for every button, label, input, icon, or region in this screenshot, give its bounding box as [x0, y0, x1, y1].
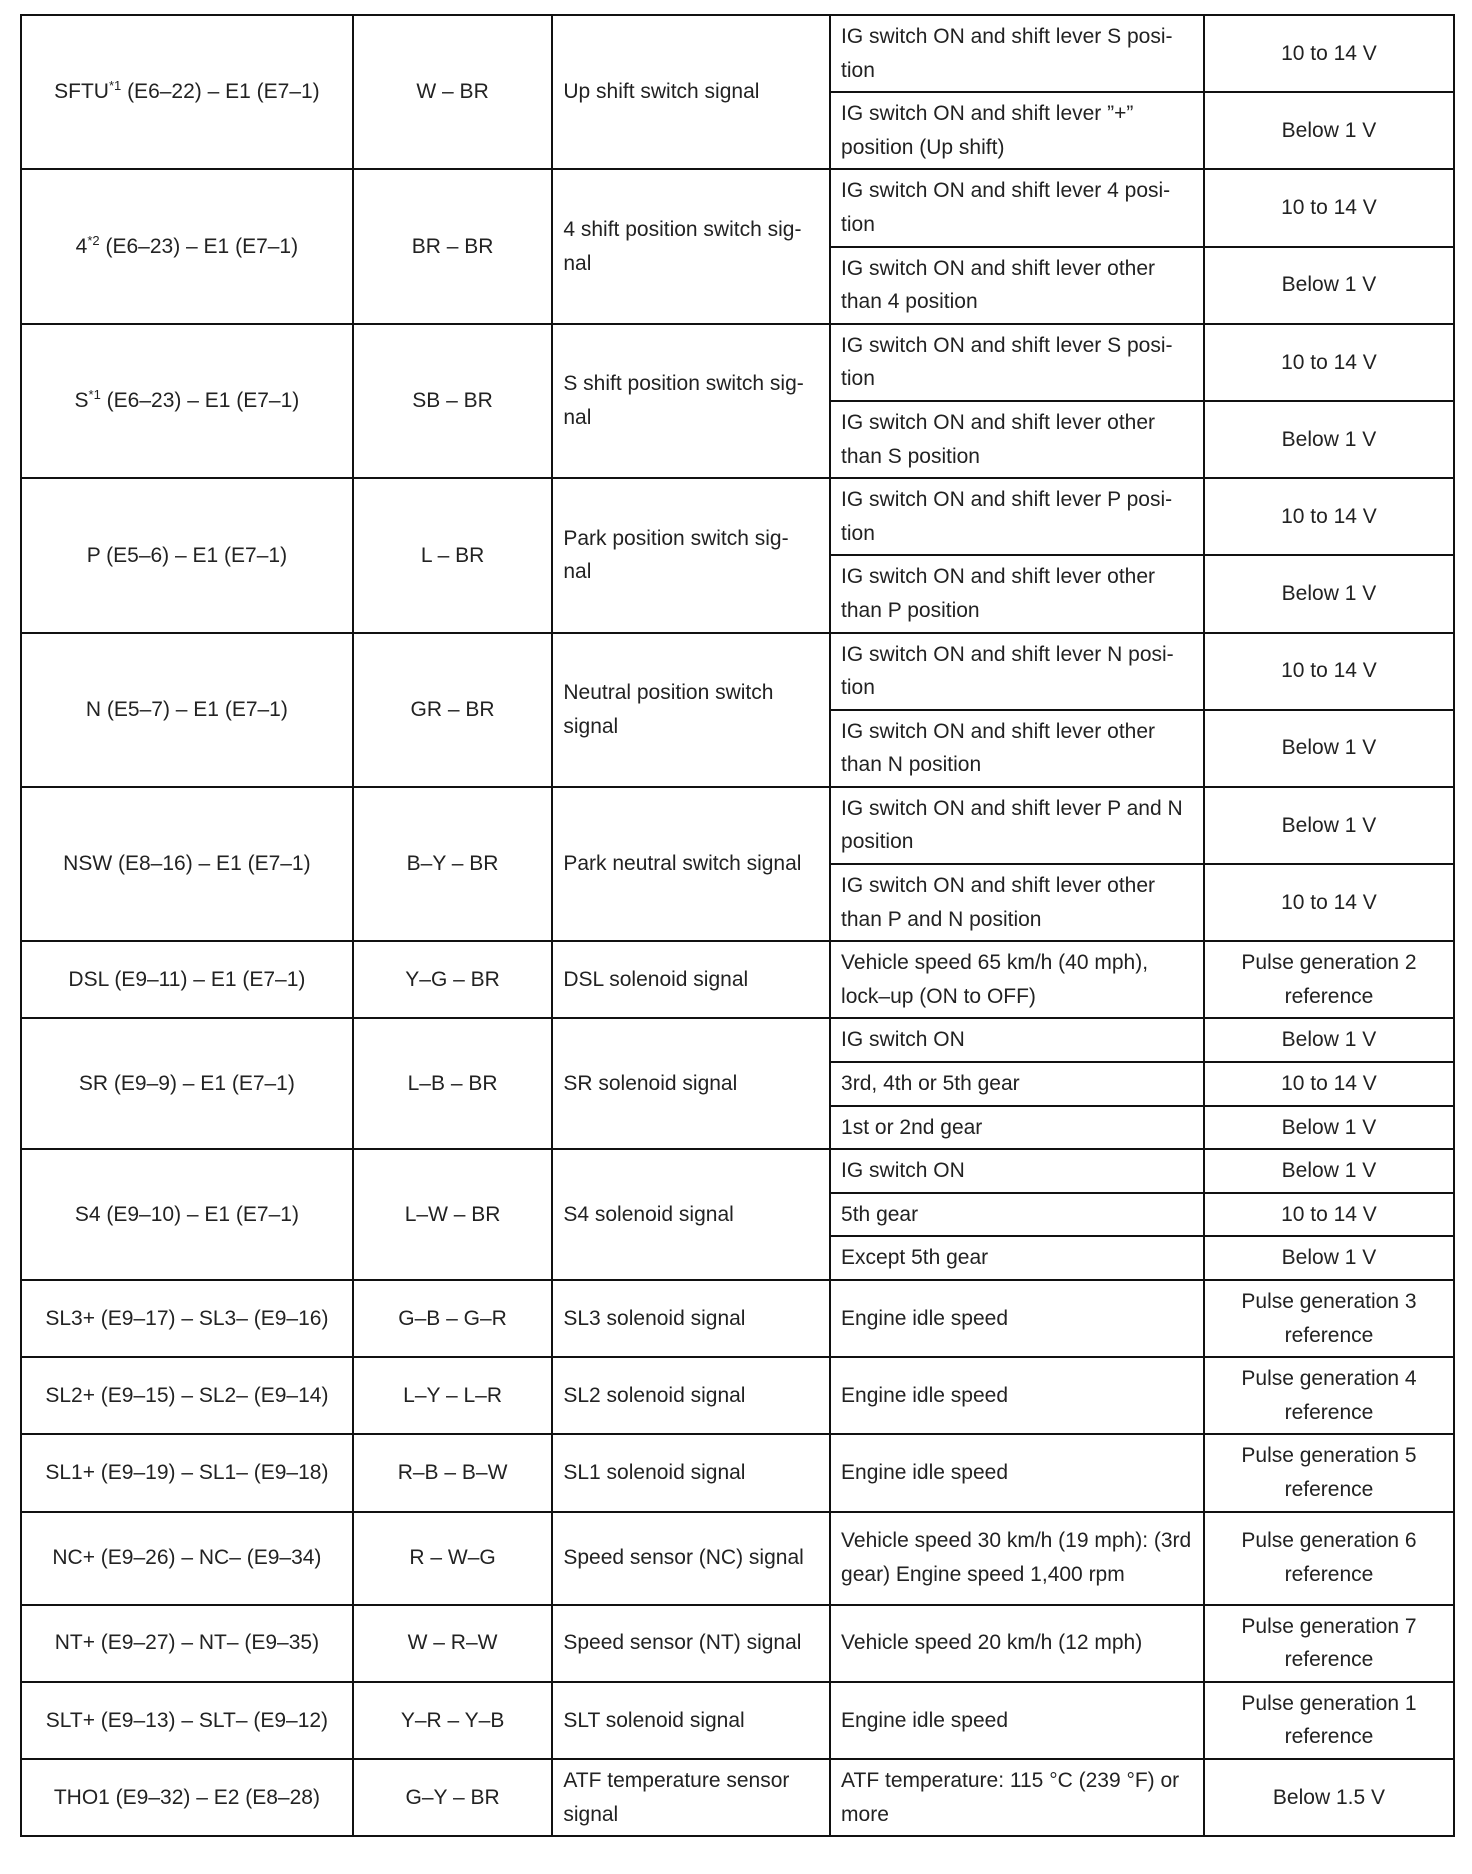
- wiring-color-cell: G–Y – BR: [353, 1759, 553, 1836]
- specified-condition-cell: 10 to 14 V: [1204, 633, 1454, 710]
- specified-condition-cell: 10 to 14 V: [1204, 478, 1454, 555]
- specified-condition-cell: Below 1 V: [1204, 247, 1454, 324]
- specified-condition-cell: Pulse generation 4 reference: [1204, 1357, 1454, 1434]
- condition-cell: Engine idle speed: [830, 1682, 1204, 1759]
- condition-cell: 3rd, 4th or 5th gear: [830, 1062, 1204, 1106]
- terminal-name: S: [74, 389, 89, 413]
- terminal-description-cell: SL2 solenoid signal: [552, 1357, 830, 1434]
- condition-cell: Except 5th gear: [830, 1236, 1204, 1280]
- condition-cell: IG switch ON and shift lever S posi- tion: [830, 15, 1204, 92]
- specified-condition-cell: 10 to 14 V: [1204, 1062, 1454, 1106]
- condition-cell: Vehicle speed 20 km/h (12 mph): [830, 1605, 1204, 1682]
- table-row: [21, 1512, 1454, 1605]
- terminal-name: SL3+ (E9–17) – SL3– (E9–16): [45, 1306, 329, 1330]
- terminal-cell: [21, 787, 353, 941]
- table-row: [21, 1682, 1454, 1759]
- condition-cell: IG switch ON and shift lever other than N position: [830, 710, 1204, 787]
- terminal-name: DSL (E9–11) – E1 (E7–1): [68, 968, 306, 992]
- terminal-description-cell: Neutral position switch signal: [552, 633, 830, 787]
- terminal-name: S4 (E9–10) – E1 (E7–1): [74, 1202, 299, 1226]
- terminal-name: P (E5–6) – E1 (E7–1): [86, 543, 288, 567]
- terminal-cell: [21, 633, 353, 787]
- table-row: [21, 1018, 1454, 1062]
- specified-condition-cell: Below 1 V: [1204, 1018, 1454, 1062]
- footnote-mark: *2: [87, 232, 100, 248]
- condition-cell: IG switch ON and shift lever other than S position: [830, 401, 1204, 478]
- table-row: [21, 169, 1454, 246]
- condition-cell: IG switch ON and shift lever other than P position: [830, 555, 1204, 632]
- terminal-description-cell: Park position switch sig- nal: [552, 478, 830, 632]
- specified-condition-cell: Below 1 V: [1204, 401, 1454, 478]
- condition-cell: Engine idle speed: [830, 1434, 1204, 1511]
- specified-condition-cell: 10 to 14 V: [1204, 15, 1454, 92]
- terminal-name: SFTU: [54, 80, 109, 104]
- condition-cell: Engine idle speed: [830, 1357, 1204, 1434]
- terminal-cell: [21, 1605, 353, 1682]
- specified-condition-cell: Pulse generation 2 reference: [1204, 941, 1454, 1018]
- condition-cell: IG switch ON and shift lever P and N position: [830, 787, 1204, 864]
- terminal-cell: [21, 1357, 353, 1434]
- specified-condition-cell: Below 1 V: [1204, 92, 1454, 169]
- specified-condition-cell: 10 to 14 V: [1204, 169, 1454, 246]
- condition-cell: IG switch ON and shift lever 4 posi- tion: [830, 169, 1204, 246]
- terminal-cell: [21, 169, 353, 323]
- condition-cell: Vehicle speed 65 km/h (40 mph), lock–up (ON to OFF): [830, 941, 1204, 1018]
- specified-condition-cell: Below 1 V: [1204, 710, 1454, 787]
- wiring-color-cell: R – W–G: [353, 1512, 553, 1605]
- specified-condition-cell: Pulse generation 3 reference: [1204, 1280, 1454, 1357]
- condition-cell: IG switch ON: [830, 1149, 1204, 1193]
- terminal-cell: [21, 1512, 353, 1605]
- terminal-cell: [21, 1434, 353, 1511]
- table-row: [21, 1434, 1454, 1511]
- specified-condition-cell: Below 1 V: [1204, 1106, 1454, 1150]
- condition-cell: Vehicle speed 30 km/h (19 mph): (3rd gear) Engine speed 1,400 rpm: [830, 1512, 1204, 1605]
- condition-cell: ATF temperature: 115 °C (239 °F) or more: [830, 1759, 1204, 1836]
- terminal-description-cell: Speed sensor (NT) signal: [552, 1605, 830, 1682]
- table-row: [21, 787, 1454, 864]
- specified-condition-cell: Below 1 V: [1204, 555, 1454, 632]
- condition-cell: 5th gear: [830, 1193, 1204, 1237]
- table-row: [21, 324, 1454, 401]
- table-row: [21, 478, 1454, 555]
- specified-condition-cell: 10 to 14 V: [1204, 1193, 1454, 1237]
- wiring-color-cell: L–W – BR: [353, 1149, 553, 1280]
- terminal-description-cell: 4 shift position switch sig- nal: [552, 169, 830, 323]
- terminal-name: SR (E9–9) – E1 (E7–1): [78, 1072, 295, 1096]
- terminal-name: NC+ (E9–26) – NC– (E9–34): [52, 1546, 322, 1570]
- wiring-color-cell: B–Y – BR: [353, 787, 553, 941]
- table-row: [21, 1605, 1454, 1682]
- wiring-color-cell: GR – BR: [353, 633, 553, 787]
- condition-cell: IG switch ON and shift lever other than 4 position: [830, 247, 1204, 324]
- terminal-cell: [21, 1280, 353, 1357]
- table-row: [21, 941, 1454, 1018]
- terminal-cell: [21, 478, 353, 632]
- terminal-name: NT+ (E9–27) – NT– (E9–35): [54, 1631, 320, 1655]
- terminal-inspection-table: [20, 14, 1455, 1837]
- condition-cell: IG switch ON: [830, 1018, 1204, 1062]
- terminal-description-cell: SR solenoid signal: [552, 1018, 830, 1149]
- wiring-color-cell: BR – BR: [353, 169, 553, 323]
- terminal-description-cell: Up shift switch signal: [552, 15, 830, 169]
- condition-cell: Engine idle speed: [830, 1280, 1204, 1357]
- terminal-description-cell: S shift position switch sig- nal: [552, 324, 830, 478]
- terminal-cell: [21, 1149, 353, 1280]
- wiring-color-cell: L–B – BR: [353, 1018, 553, 1149]
- condition-cell: 1st or 2nd gear: [830, 1106, 1204, 1150]
- specified-condition-cell: 10 to 14 V: [1204, 864, 1454, 941]
- table-row: [21, 1357, 1454, 1434]
- terminal-description-cell: S4 solenoid signal: [552, 1149, 830, 1280]
- terminal-pins: (E6–22) – E1 (E7–1): [121, 80, 320, 104]
- terminal-name: THO1 (E9–32) – E2 (E8–28): [53, 1785, 320, 1809]
- terminal-cell: [21, 941, 353, 1018]
- specified-condition-cell: Below 1 V: [1204, 787, 1454, 864]
- wiring-color-cell: W – BR: [353, 15, 553, 169]
- terminal-name: 4: [75, 234, 88, 258]
- wiring-color-cell: G–B – G–R: [353, 1280, 553, 1357]
- terminal-description-cell: Speed sensor (NC) signal: [552, 1512, 830, 1605]
- specified-condition-cell: Below 1 V: [1204, 1236, 1454, 1280]
- wiring-color-cell: Y–G – BR: [353, 941, 553, 1018]
- terminal-description-cell: DSL solenoid signal: [552, 941, 830, 1018]
- condition-cell: IG switch ON and shift lever N posi- tion: [830, 633, 1204, 710]
- terminal-description-cell: SL1 solenoid signal: [552, 1434, 830, 1511]
- specified-condition-cell: Pulse generation 6 reference: [1204, 1512, 1454, 1605]
- specified-condition-cell: Pulse generation 1 reference: [1204, 1682, 1454, 1759]
- terminal-name: NSW (E8–16) – E1 (E7–1): [63, 852, 311, 876]
- specified-condition-cell: Below 1 V: [1204, 1149, 1454, 1193]
- condition-cell: IG switch ON and shift lever other than P and N position: [830, 864, 1204, 941]
- terminal-name: SL2+ (E9–15) – SL2– (E9–14): [45, 1383, 329, 1407]
- specified-condition-cell: Pulse generation 5 reference: [1204, 1434, 1454, 1511]
- terminal-description-cell: ATF temperature sensor signal: [552, 1759, 830, 1836]
- specified-condition-cell: 10 to 14 V: [1204, 324, 1454, 401]
- terminal-name: SLT+ (E9–13) – SLT– (E9–12): [45, 1708, 329, 1732]
- terminal-cell: [21, 1018, 353, 1149]
- table-row: [21, 1759, 1454, 1836]
- table-row: [21, 1280, 1454, 1357]
- terminal-description-cell: SL3 solenoid signal: [552, 1280, 830, 1357]
- table-row: [21, 633, 1454, 710]
- terminal-pins: (E6–23) – E1 (E7–1): [99, 234, 299, 258]
- terminal-name: N (E5–7) – E1 (E7–1): [85, 697, 288, 721]
- wiring-color-cell: L – BR: [353, 478, 553, 632]
- terminal-description-cell: Park neutral switch signal: [552, 787, 830, 941]
- terminal-cell: [21, 15, 353, 169]
- wiring-color-cell: SB – BR: [353, 324, 553, 478]
- specified-condition-cell: Below 1.5 V: [1204, 1759, 1454, 1836]
- terminal-cell: [21, 324, 353, 478]
- wiring-color-cell: R–B – B–W: [353, 1434, 553, 1511]
- table-row: [21, 1149, 1454, 1193]
- wiring-color-cell: W – R–W: [353, 1605, 553, 1682]
- condition-cell: IG switch ON and shift lever ”+” position (Up shift): [830, 92, 1204, 169]
- footnote-mark: *1: [88, 387, 101, 403]
- wiring-color-cell: Y–R – Y–B: [353, 1682, 553, 1759]
- specified-condition-cell: Pulse generation 7 reference: [1204, 1605, 1454, 1682]
- footnote-mark: *1: [108, 78, 122, 94]
- terminal-pins: (E6–23) – E1 (E7–1): [100, 389, 300, 413]
- condition-cell: IG switch ON and shift lever S posi- tion: [830, 324, 1204, 401]
- condition-cell: IG switch ON and shift lever P posi- tion: [830, 478, 1204, 555]
- terminal-name: SL1+ (E9–19) – SL1– (E9–18): [45, 1461, 329, 1485]
- terminal-cell: [21, 1759, 353, 1836]
- terminal-cell: [21, 1682, 353, 1759]
- terminal-description-cell: SLT solenoid signal: [552, 1682, 830, 1759]
- wiring-color-cell: L–Y – L–R: [353, 1357, 553, 1434]
- table-row: [21, 15, 1454, 92]
